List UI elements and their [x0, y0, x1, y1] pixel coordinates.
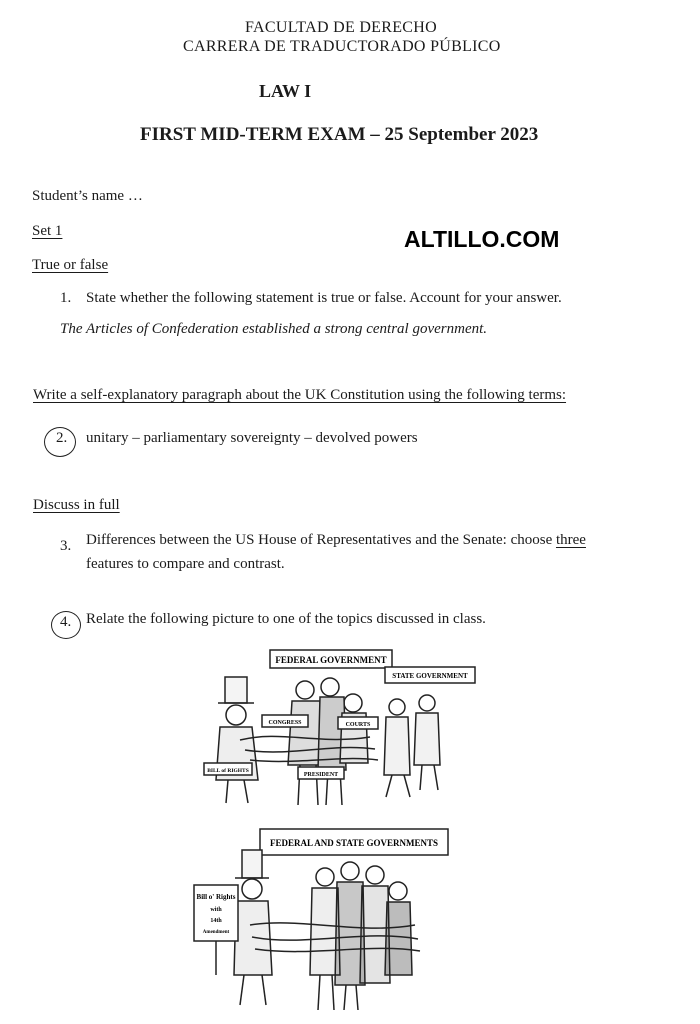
- sign-line-1: Bill o' Rights: [196, 893, 236, 901]
- label-president: PRESIDENT: [303, 772, 339, 778]
- exam-title: FIRST MID-TERM EXAM – 25 September 2023: [140, 124, 539, 145]
- faculty-heading: FACULTAD DE DERECHO: [245, 19, 437, 36]
- question-3-number: 3.: [60, 538, 72, 554]
- label-bill-of-rights: BILL of RIGHTS: [207, 768, 249, 774]
- banner-federal-and-state: FEDERAL AND STATE GOVERNMENTS: [270, 838, 438, 848]
- question-1-statement: The Articles of Confederation established a strong central government.: [60, 321, 488, 337]
- sign-line-3: 14th: [210, 918, 222, 924]
- sign-line-4: Amendment: [202, 930, 230, 935]
- true-false-heading: True or false: [32, 257, 109, 273]
- question-2-text: unitary – parliamentary sovereignty – devolved powers: [86, 430, 418, 446]
- question-4-number: 4.: [60, 614, 72, 630]
- cartoon-federal-government: [200, 645, 490, 810]
- question-1-text: State whether the following statement is true or false. Account for your answer.: [86, 290, 562, 306]
- question-3-emphasis: three: [555, 532, 586, 548]
- question-3-line-1: [86, 532, 586, 549]
- label-courts: COURTS: [345, 722, 371, 728]
- cartoon-federal-and-state: [190, 825, 460, 1015]
- question-2-number: 2.: [56, 430, 68, 446]
- question-3-text: Differences between the US House of Representatives and the Senate: choose: [86, 532, 556, 548]
- question-4-text: Relate the following picture to one of the topics discussed in class.: [86, 611, 486, 627]
- course-title: LAW I: [259, 81, 312, 101]
- student-name-label: Student’s name …: [32, 188, 143, 204]
- banner-state-government: STATE GOVERNMENT: [392, 672, 468, 680]
- set-label: Set 1: [32, 223, 63, 239]
- question-1-number: 1.: [60, 290, 72, 306]
- banner-federal-government: FEDERAL GOVERNMENT: [275, 655, 387, 665]
- discuss-heading: Discuss in full: [33, 497, 120, 513]
- career-heading: CARRERA DE TRADUCTORADO PÚBLICO: [183, 38, 501, 55]
- sign-line-2: with: [210, 907, 222, 913]
- paragraph-heading: Write a self-explanatory paragraph about the UK Constitution using the following terms:: [33, 387, 567, 403]
- label-congress: CONGRESS: [268, 720, 302, 726]
- question-3-line-2: features to compare and contrast.: [86, 556, 285, 572]
- watermark: ALTILLO.COM: [404, 226, 560, 252]
